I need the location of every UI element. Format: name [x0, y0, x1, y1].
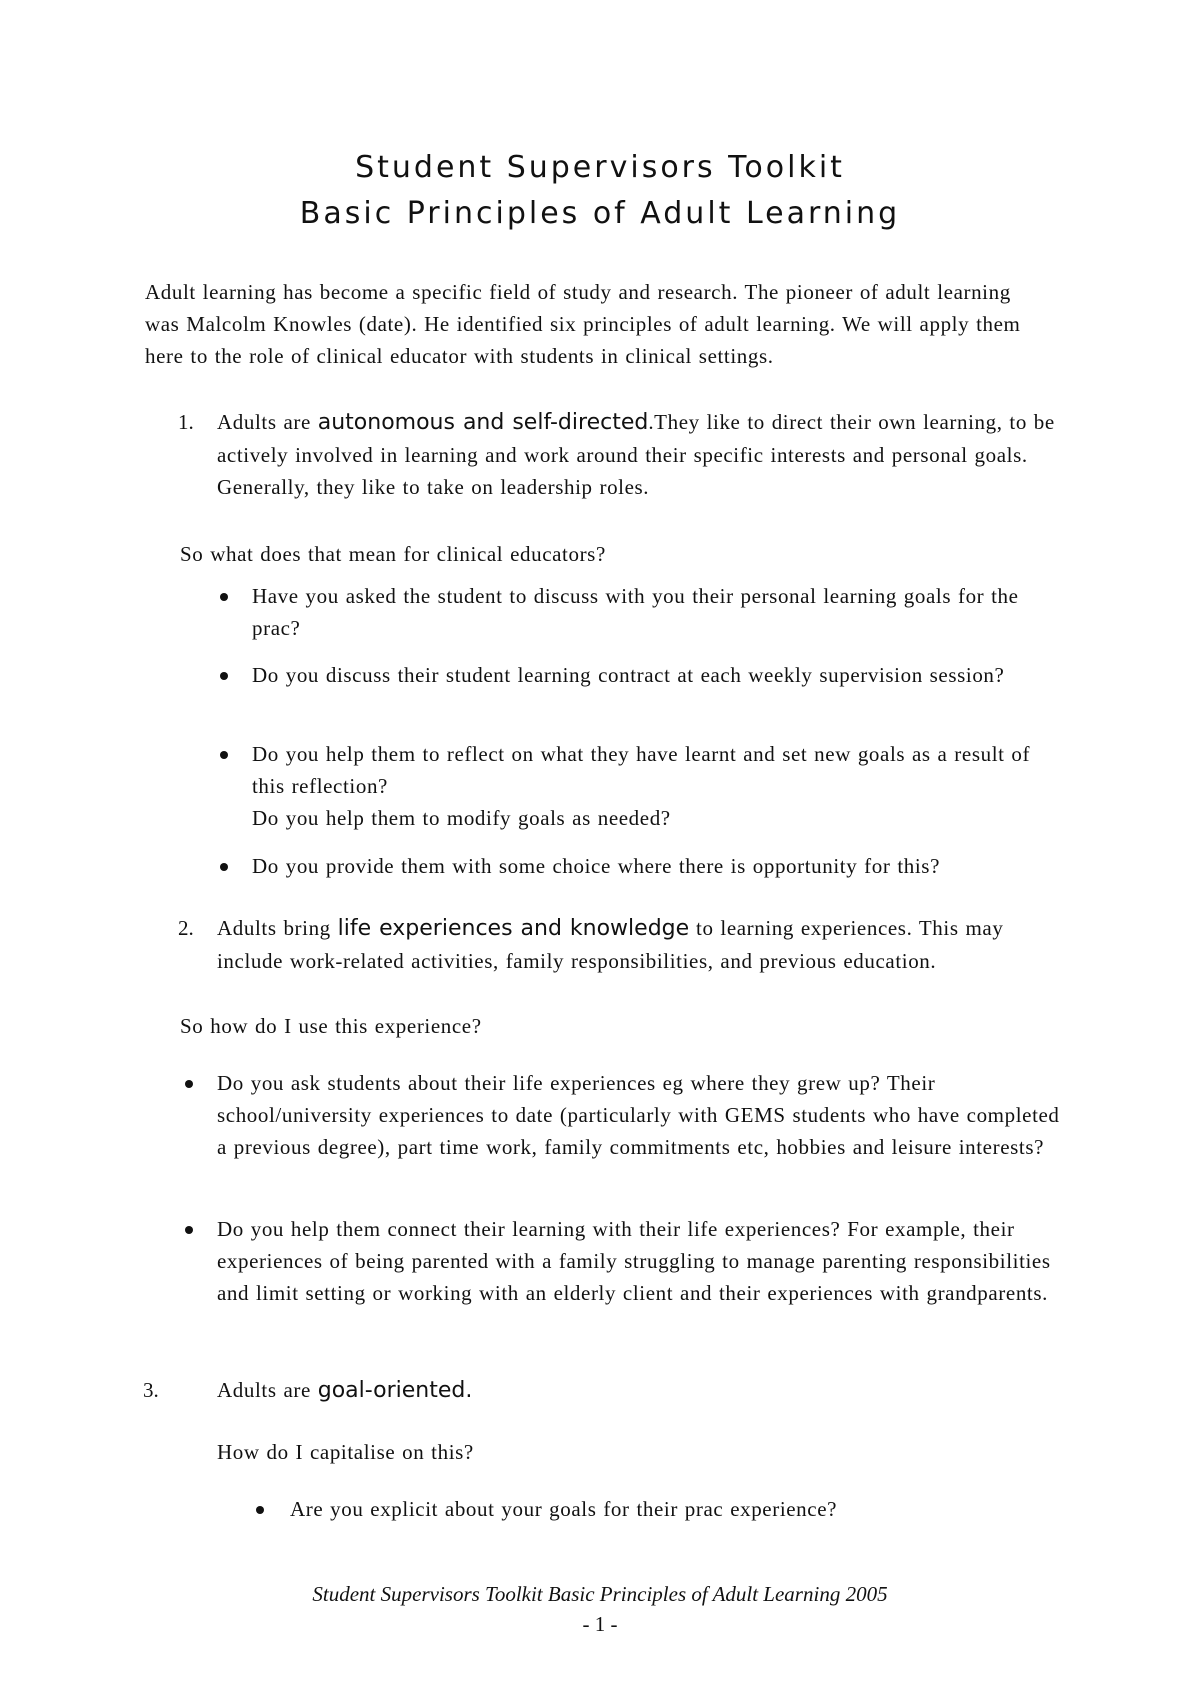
- principle-2-bullet-1: Do you ask students about their life experiences eg where they grew up? Their school/university experiences to date (particularly with GEMS students who have completed a previous degree), part time work, family commitments etc, hobbies and leisure interests?: [217, 1071, 1060, 1159]
- principle-3-bullet-1: Are you explicit about your goals for their prac experience?: [290, 1497, 838, 1521]
- principle-3-lead: Adults are: [217, 1378, 318, 1402]
- page-number: - 1 -: [582, 1612, 618, 1636]
- intro-paragraph: Adult learning has become a specific field of study and research. The pioneer of adult learning was Malcolm Knowles (date). He identified six principles of adult learning. We will apply them here to the role of clinical educator with students in clinical settings.: [145, 280, 1021, 368]
- principle-1-bullet-4: Do you provide them with some choice where there is opportunity for this?: [252, 854, 940, 878]
- document-title: Student Supervisors Toolkit: [355, 150, 845, 185]
- document-subtitle: Basic Principles of Adult Learning: [299, 196, 901, 231]
- principle-1-emphasis: autonomous and self-directed: [317, 410, 649, 435]
- principle-2-bullet-2: Do you help them connect their learning with their life experiences? For example, their experiences of being parented with a family struggling to manage parenting responsibilities and limit setting or working with an elderly client and their experiences with grandparents.: [217, 1217, 1051, 1305]
- principle-3-text: [217, 1374, 1062, 1407]
- principle-2-question: So how do I use this experience?: [180, 1014, 482, 1038]
- principle-1-bullet-2: Do you discuss their student learning contract at each weekly supervision session?: [252, 663, 1005, 687]
- principle-1-question: So what does that mean for clinical educators?: [180, 542, 606, 566]
- principle-1-rest: .They like to direct their own learning, to be actively involved in learning and work around their specific interests and personal goals. Generally, they like to take on leadership roles.: [217, 410, 1055, 499]
- principle-1-lead: Adults are: [217, 410, 318, 434]
- bullet-icon: [220, 593, 228, 601]
- principle-2-emphasis: life experiences and knowledge: [337, 916, 690, 941]
- bullet-icon: [220, 863, 228, 871]
- principle-1-bullet-1: Have you asked the student to discuss with you their personal learning goals for the prac?: [252, 584, 1019, 640]
- principle-2-number: 2.: [178, 916, 194, 940]
- bullet-icon: [220, 751, 228, 759]
- bullet-icon: [256, 1506, 264, 1514]
- bullet-icon: [220, 672, 228, 680]
- principle-1-bullet-3: Do you help them to reflect on what they have learnt and set new goals as a result of this reflection?: [252, 742, 1031, 798]
- footer-title: Student Supervisors Toolkit Basic Principles of Adult Learning 2005: [312, 1582, 888, 1606]
- principle-1-text: [217, 406, 1062, 503]
- principle-3-emphasis: goal-oriented.: [317, 1378, 473, 1403]
- principle-3-number: 3.: [143, 1378, 159, 1402]
- principle-3-question: How do I capitalise on this?: [217, 1440, 474, 1464]
- bullet-icon: [185, 1080, 193, 1088]
- bullet-icon: [185, 1226, 193, 1234]
- principle-1-bullet-3-extra: Do you help them to modify goals as needed?: [252, 806, 671, 830]
- principle-2-lead: Adults bring: [217, 916, 338, 940]
- principle-1-number: 1.: [178, 410, 194, 434]
- principle-2-text: [217, 912, 1062, 977]
- principle-2-rest: to learning experiences. This may include work-related activities, family responsibilities, and previous education.: [217, 916, 1004, 973]
